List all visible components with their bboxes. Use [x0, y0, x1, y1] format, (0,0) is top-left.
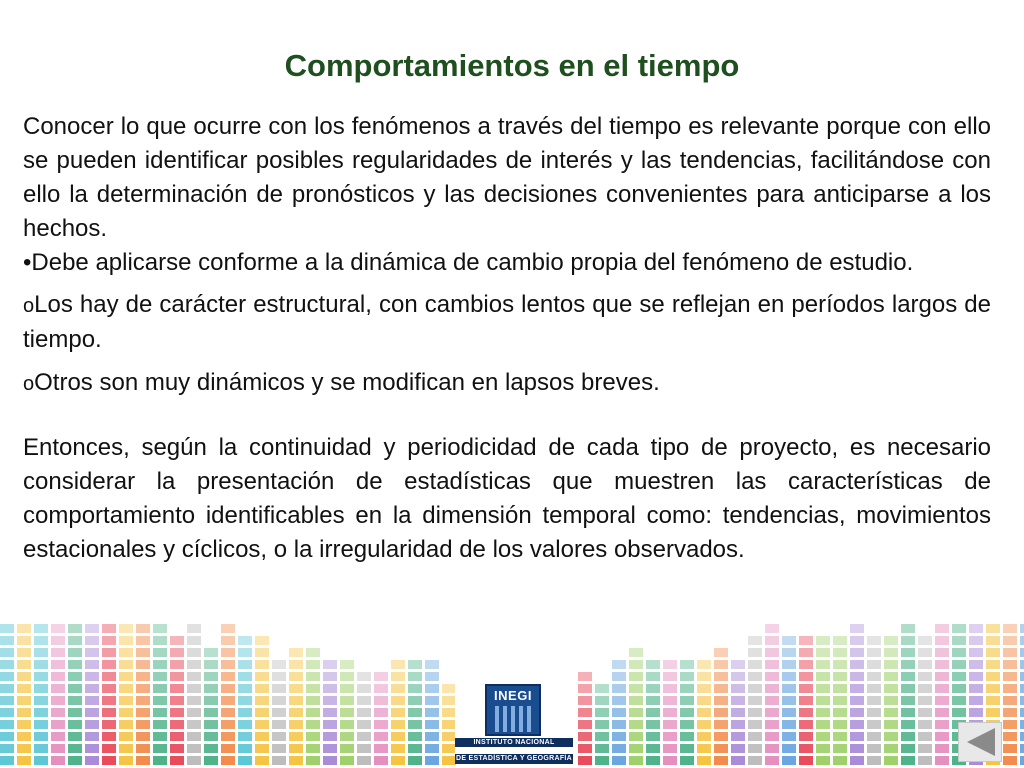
- slide-body: [23, 110, 991, 567]
- sub-bullet-marker: o: [23, 373, 35, 395]
- bullet-marker: •: [23, 249, 32, 276]
- triangle-left-icon: [963, 726, 997, 758]
- conclusion-paragraph: [23, 431, 991, 567]
- logo-line-1: INSTITUTO NACIONAL: [455, 738, 573, 747]
- sub-bullet-text-2: Otros son muy dinámicos y se modifican en lapsos breves.: [34, 369, 660, 396]
- inegi-emblem: [485, 684, 541, 736]
- sub-bullet-marker: o: [23, 295, 35, 317]
- slide-title: Comportamientos en el tiempo: [284, 48, 740, 83]
- sub-bullet-item-2: [23, 366, 991, 401]
- sub-bullet-item-1: [23, 288, 991, 357]
- previous-slide-button[interactable]: [958, 722, 1002, 762]
- intro-paragraph-text: Conocer lo que ocurre con los fenómenos a través del tiempo es relevante porque con ello se pueden identificar posibles regularidades de interés y las tendencias, facilitándose con ello la determinación de pronósticos y las decisiones convenientes para anticiparse a los hechos.: [23, 113, 991, 242]
- bullet-text: Debe aplicarse conforme a la dinámica de cambio propia del fenómeno de estudio.: [31, 249, 914, 276]
- inegi-logo: [455, 680, 573, 764]
- logo-grid-graphic: [495, 706, 533, 732]
- conclusion-paragraph-text: Entonces, según la continuidad y periodicidad de cada tipo de proyecto, es necesario considerar la presentación de estadísticas que muestren las características de comportamiento identificables en la dimensión temporal como: tendencias, movimientos estacionales y cíclicos, o la irregularidad de los valores observados.: [23, 434, 991, 563]
- bullet-item: [23, 246, 991, 280]
- logo-line-2: DE ESTADÍSTICA Y GEOGRAFÍA: [455, 755, 573, 762]
- sub-bullet-text-1: Los hay de carácter estructural, con cambios lentos que se reflejan en períodos largos de tiempo.: [23, 291, 991, 353]
- logo-wordmark: INEGI: [494, 688, 532, 703]
- intro-paragraph: [23, 110, 991, 246]
